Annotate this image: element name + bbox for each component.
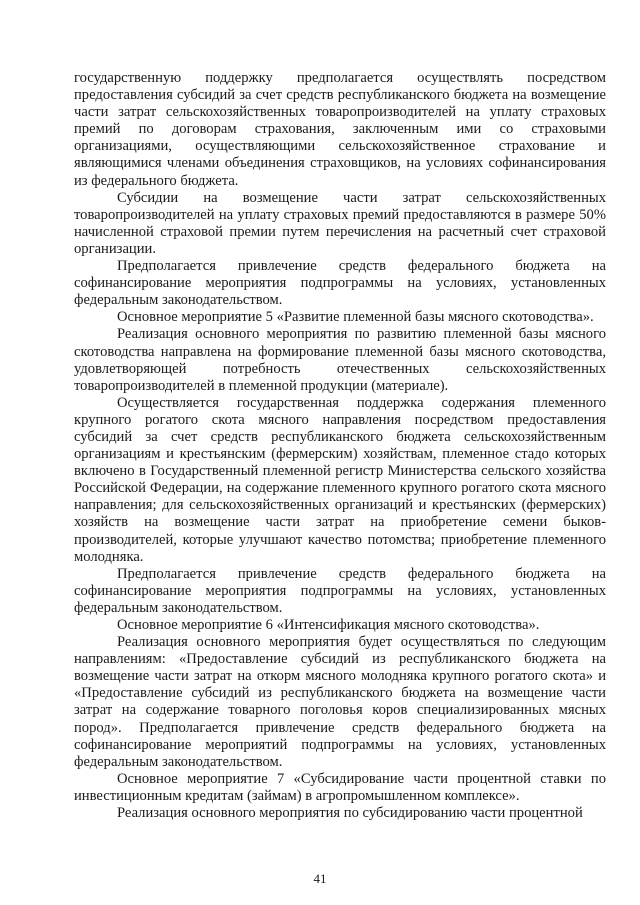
paragraph-measure-7-heading: Основное мероприятие 7 «Субсидирование части процентной ставки по инвестиционным кредитам (займам) в агропромышленном комплексе». [74, 770, 606, 804]
paragraph-measure-6-implementation: Реализация основного мероприятия будет осуществляться по следующим направлениям: «Предоставление субсидий из республиканского бюджета на возмещение части затрат на откорм мясного молодняка крупного рогатого скота» и «Предоставление субсидий из республиканского бюджета на возмещение части затрат на содержание товарного поголовья коров специализированных мясных пород». Предполагается привлечение средств федерального бюджета на софинансирование мероприятий подпрограммы на условиях, установленных федеральным законодательством. [74, 634, 606, 770]
paragraph-federal-cofinancing: Предполагается привлечение средств федерального бюджета на софинансирование мероприятия подпрограммы на условиях, установленных федеральным законодательством. [74, 258, 606, 309]
paragraph-federal-cofinancing-2: Предполагается привлечение средств федерального бюджета на софинансирование мероприятия подпрограммы на условиях, установленных федеральным законодательством. [74, 565, 606, 616]
paragraph-subsidies: Субсидии на возмещение части затрат сельскохозяйственных товаропроизводителей на уплату страховых премий предоставляются в размере 50% начисленной страховой премии путем перечисления на расчетный счет страховой организации. [74, 189, 606, 257]
paragraph-state-support: Осуществляется государственная поддержка содержания племенного крупного рогатого скота мясного направления посредством предоставления субсидий за счет средств республиканского бюджета сельскохозяйственным организациям и крестьянским (фермерским) хозяйствам, племенное стадо которых включено в Государственный племенной регистр Министерства сельского хозяйства Российской Федерации, на содержание племенного крупного рогатого скота мясного направления; для сельскохозяйственных организаций и крестьянских (фермерских) хозяйств на возмещение части затрат на приобретение семени быков-производителей, которые улучшают качество потомства; приобретение племенного молодняка. [74, 394, 606, 565]
paragraph-measure-5-implementation: Реализация основного мероприятия по развитию племенной базы мясного скотоводства направлена на формирование племенной базы мясного скотоводства, удовлетворяющей потребность отечественных сельскохозяйственных товаропроизводителей в племенной продукции (материале). [74, 326, 606, 394]
page-number: 41 [313, 871, 327, 886]
body-text [74, 70, 606, 822]
paragraph-measure-6-heading: Основное мероприятие 6 «Интенсификация мясного скотоводства». [117, 617, 540, 633]
paragraph-continuation: государственную поддержку предполагается осуществлять посредством предоставления субсидий за счет средств республиканского бюджета на возмещение части затрат сельскохозяйственных товаропроизводителей на уплату страховых премий по договорам страхования, заключенным ими со страховыми организациями, осуществляющими сельскохозяйственное страхование и являющимися членами объединения страховщиков, на условиях софинансирования из федерального бюджета. [74, 70, 606, 189]
paragraph-measure-7-implementation: Реализация основного мероприятия по субсидированию части процентной [117, 805, 583, 822]
paragraph-measure-5-heading: Основное мероприятие 5 «Развитие племенной базы мясного скотоводства». [117, 309, 594, 326]
